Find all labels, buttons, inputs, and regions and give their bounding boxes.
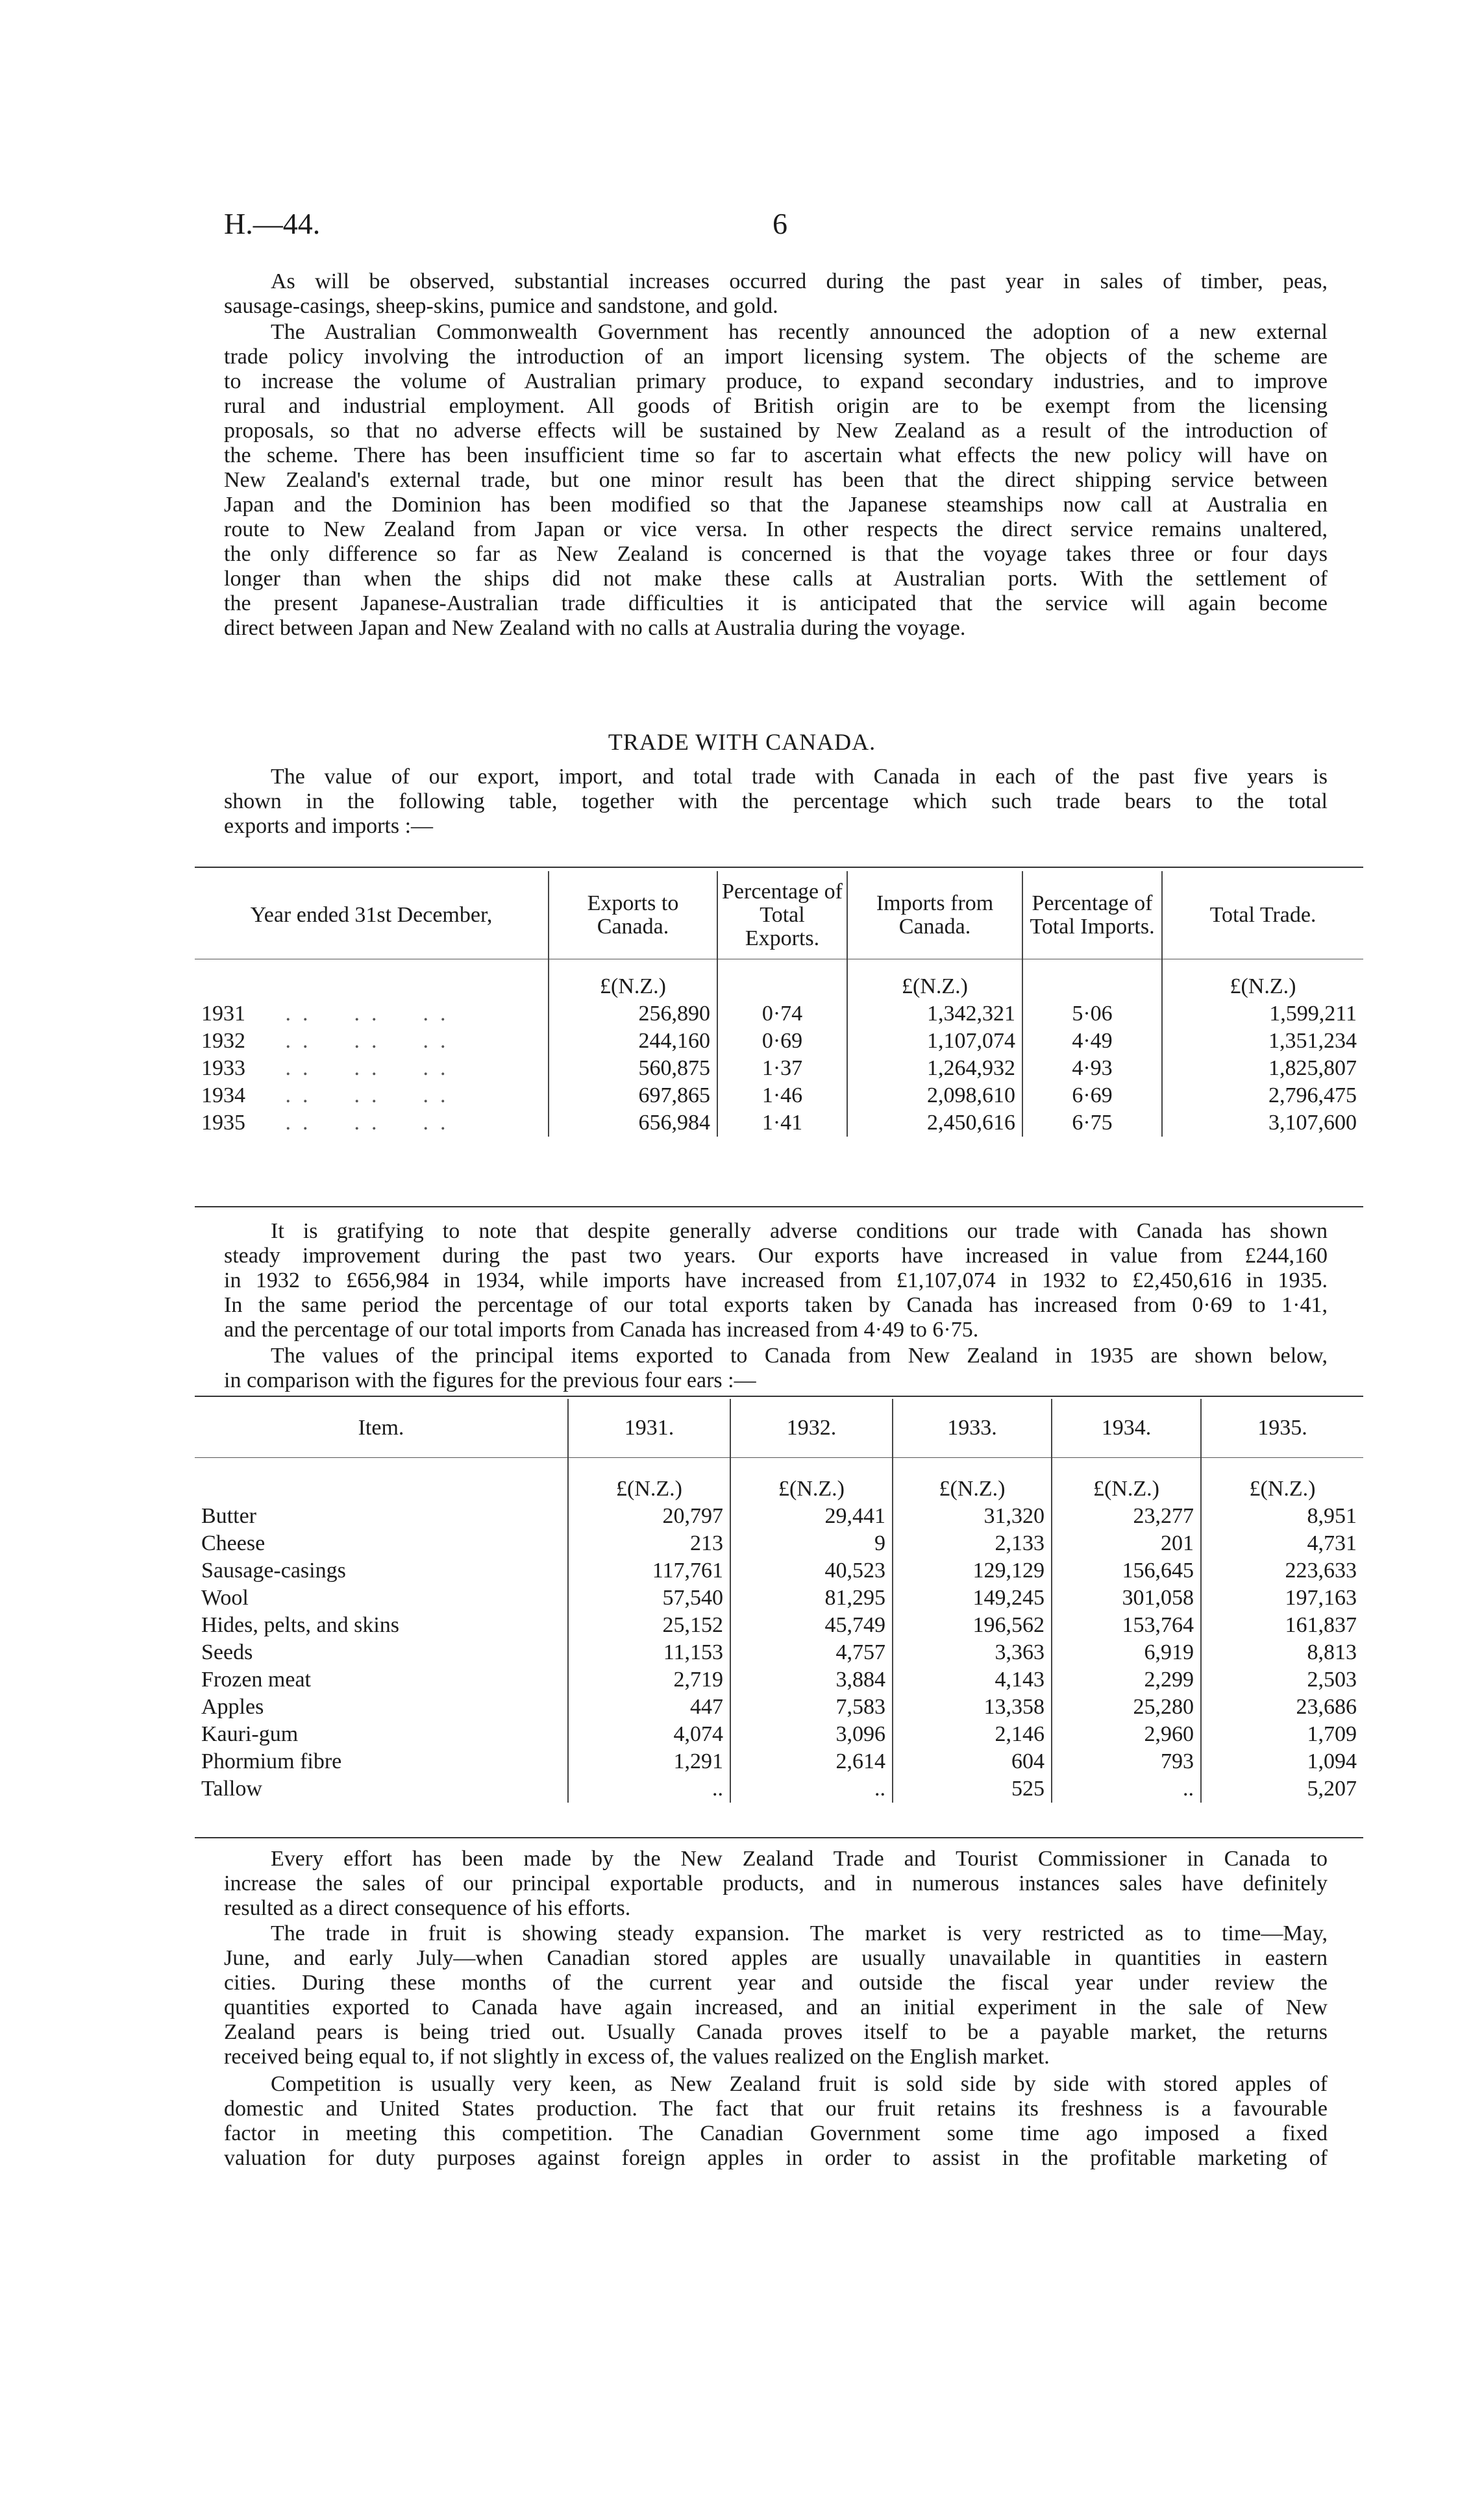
unit-label: £(N.Z.) — [730, 1457, 893, 1503]
cell-text: 1932 — [201, 1029, 245, 1053]
col-header-exports: Exports to Canada. — [549, 871, 717, 959]
text-line: Japan and the Dominion has been modified so that the Japanese steamships now call at Australia en — [224, 493, 1328, 517]
cell-pct-exports: 1·46 — [717, 1082, 847, 1109]
text-line: direct between Japan and New Zealand with no calls at Australia during the voyage. — [224, 616, 966, 640]
text-line: to increase the volume of Australian primary produce, to expand secondary industries, and to improve — [224, 369, 1328, 393]
row-item — [195, 1503, 568, 1530]
cell-text: Sausage-casings — [201, 1559, 346, 1583]
row-item — [195, 1694, 568, 1721]
cell-1934: 2,299 — [1052, 1666, 1201, 1694]
row-item — [195, 1612, 568, 1639]
paragraph-3 — [224, 1219, 1328, 1342]
text-line: Every effort has been made by the New Zealand Trade and Tourist Commissioner in Canada to — [271, 1847, 1328, 1871]
text-line: In the same period the percentage of our total exports taken by Canada has increased from 0·69 to 1·41, — [224, 1293, 1328, 1317]
table-row — [195, 1775, 1363, 1803]
cell-1935: 223,633 — [1285, 1559, 1357, 1583]
text-line: steady improvement during the past two years. Our exports have increased in value from £244,160 — [224, 1244, 1328, 1268]
col-header-item: Item. — [195, 1399, 568, 1457]
cell-1933: 13,358 — [893, 1694, 1052, 1721]
cell-1932: 9 — [730, 1530, 893, 1557]
unit-label: £(N.Z.) — [549, 959, 717, 1000]
cell-total: 2,796,475 — [1268, 1083, 1357, 1107]
table-row — [195, 1503, 1363, 1530]
cell-exports: 244,160 — [549, 1028, 717, 1055]
text-line: in comparison with the figures for the previous four ears :— — [224, 1368, 756, 1392]
text-line: longer than when the ships did not make these calls at Australian ports. With the settlement of — [224, 567, 1328, 591]
cell-1932: .. — [730, 1775, 893, 1803]
page-number: 6 — [773, 207, 787, 240]
row-year — [195, 1000, 549, 1028]
cell-text: 1931 — [201, 1002, 245, 1026]
cell-1932: 3,096 — [730, 1721, 893, 1748]
leader-dots: .. .. .. — [251, 1029, 458, 1053]
leader-dots: .. .. .. — [251, 1002, 458, 1026]
cell-pct-exports: 0·74 — [717, 1000, 847, 1028]
cell-1932: 40,523 — [730, 1557, 893, 1585]
cell-1931: 447 — [568, 1694, 730, 1721]
unit-label: £(N.Z.) — [1249, 1477, 1316, 1501]
cell-imports: 2,098,610 — [847, 1082, 1022, 1109]
paragraph-5 — [224, 1847, 1328, 1921]
cell-text: Butter — [201, 1504, 256, 1528]
table2-unit-row — [195, 1457, 1363, 1503]
cell-total: 1,351,234 — [1268, 1029, 1357, 1053]
cell-1932: 29,441 — [730, 1503, 893, 1530]
cell-1933: 2,146 — [893, 1721, 1052, 1748]
col-header-1934: 1934. — [1052, 1399, 1201, 1457]
cell-1931: 117,761 — [568, 1557, 730, 1585]
text-line: the scheme. There has been insufficient time so far to ascertain what effects the new policy will have on — [224, 443, 1328, 467]
unit-blank — [717, 959, 847, 1000]
cell-1935: 5,207 — [1307, 1777, 1357, 1801]
text-line: cities. During these months of the current year and outside the fiscal year under review the — [224, 1971, 1328, 1995]
table-row — [195, 1055, 1363, 1082]
cell-1931: 4,074 — [568, 1721, 730, 1748]
unit-label: £(N.Z.) — [847, 959, 1022, 1000]
text-line: and the percentage of our total imports from Canada has increased from 4·49 to 6·75. — [224, 1318, 979, 1342]
row-year — [195, 1082, 549, 1109]
row-item — [195, 1639, 568, 1666]
text-line: received being equal to, if not slightly in excess of, the values realized on the English market. — [224, 2045, 1050, 2069]
text-line: the present Japanese-Australian trade difficulties it is anticipated that the service will again become — [224, 591, 1328, 615]
cell-text: Kauri-gum — [201, 1722, 299, 1746]
cell-1935: 4,731 — [1307, 1531, 1357, 1555]
cell-1933: 196,562 — [893, 1612, 1052, 1639]
text-line: resulted as a direct consequence of his efforts. — [224, 1896, 631, 1920]
table-row — [195, 1109, 1363, 1137]
paragraph-6 — [224, 1921, 1328, 2069]
cell-1931: 1,291 — [568, 1748, 730, 1775]
table2-bottom-rule — [195, 1837, 1363, 1838]
leader-dots: .. .. .. — [251, 1056, 458, 1080]
cell-1934: 25,280 — [1052, 1694, 1201, 1721]
cell-1933: 149,245 — [893, 1585, 1052, 1612]
cell-exports: 256,890 — [549, 1000, 717, 1028]
cell-1931: 2,719 — [568, 1666, 730, 1694]
cell-text: Apples — [201, 1695, 264, 1719]
leader-dots: .. .. .. — [251, 1083, 458, 1107]
cell-pct-imports: 4·49 — [1022, 1028, 1162, 1055]
cell-1935: 161,837 — [1285, 1613, 1357, 1637]
cell-1931: 11,153 — [568, 1639, 730, 1666]
cell-1935: 197,163 — [1285, 1586, 1357, 1610]
text-line: in 1932 to £656,984 in 1934, while imports have increased from £1,107,074 in 1932 to £2,450,616 in 1935. — [224, 1268, 1328, 1292]
text-line: the only difference so far as New Zealand is concerned is that the voyage takes three or four days — [224, 542, 1328, 566]
unit-blank — [195, 1457, 568, 1503]
cell-imports: 1,107,074 — [847, 1028, 1022, 1055]
col-header-pct-imports: Percentage of Total Imports. — [1022, 871, 1162, 959]
text-line: Zealand pears is being tried out. Usually Canada proves itself to be a payable market, the returns — [224, 2020, 1328, 2044]
table-row — [195, 1721, 1363, 1748]
cell-text: Frozen meat — [201, 1668, 311, 1692]
col-header-1931: 1931. — [568, 1399, 730, 1457]
text-line: increase the sales of our principal exportable products, and in numerous instances sales have definitely — [224, 1871, 1328, 1895]
cell-pct-imports: 6·75 — [1022, 1109, 1162, 1137]
text-line: route to New Zealand from Japan or vice versa. In other respects the direct service remains unaltered, — [224, 517, 1328, 541]
canada-trade-table — [195, 871, 1363, 1137]
page-reference: H.—44. — [224, 207, 321, 240]
row-item — [195, 1530, 568, 1557]
paragraph-4 — [224, 1344, 1328, 1393]
cell-text: Hides, pelts, and skins — [201, 1613, 400, 1637]
cell-1933: 2,133 — [893, 1530, 1052, 1557]
cell-1935: 8,951 — [1307, 1504, 1357, 1528]
table2-top-rule — [195, 1396, 1363, 1397]
row-item — [195, 1721, 568, 1748]
cell-total: 3,107,600 — [1268, 1111, 1357, 1135]
table-row — [195, 1639, 1363, 1666]
cell-1935: 23,686 — [1296, 1695, 1357, 1719]
cell-pct-imports: 4·93 — [1022, 1055, 1162, 1082]
cell-total: 1,599,211 — [1269, 1002, 1357, 1026]
cell-1935: 2,503 — [1307, 1668, 1357, 1692]
cell-text: 1935 — [201, 1111, 245, 1135]
table-row — [195, 1612, 1363, 1639]
cell-exports: 697,865 — [549, 1082, 717, 1109]
cell-1933: 129,129 — [893, 1557, 1052, 1585]
row-item — [195, 1775, 568, 1803]
intro-paragraph — [224, 765, 1328, 839]
col-header-imports: Imports from Canada. — [847, 871, 1022, 959]
text-line: domestic and United States production. The fact that our fruit retains its freshness is a favourable — [224, 2097, 1328, 2121]
cell-1932: 2,614 — [730, 1748, 893, 1775]
cell-1934: 156,645 — [1052, 1557, 1201, 1585]
row-year — [195, 1055, 549, 1082]
table-row — [195, 1000, 1363, 1028]
text-line: The values of the principal items exported to Canada from New Zealand in 1935 are shown below, — [271, 1344, 1328, 1368]
table2-header-row — [195, 1399, 1363, 1457]
cell-1931: .. — [568, 1775, 730, 1803]
cell-1933: 604 — [893, 1748, 1052, 1775]
cell-1932: 4,757 — [730, 1639, 893, 1666]
cell-total: 1,825,807 — [1268, 1056, 1357, 1080]
cell-1933: 31,320 — [893, 1503, 1052, 1530]
cell-pct-exports: 1·37 — [717, 1055, 847, 1082]
table-row — [195, 1585, 1363, 1612]
cell-1935: 8,813 — [1307, 1640, 1357, 1664]
table1-unit-row — [195, 959, 1363, 1000]
cell-imports: 2,450,616 — [847, 1109, 1022, 1137]
row-item — [195, 1666, 568, 1694]
cell-1931: 20,797 — [568, 1503, 730, 1530]
row-item — [195, 1748, 568, 1775]
paragraph-2 — [224, 320, 1328, 641]
cell-pct-imports: 5·06 — [1022, 1000, 1162, 1028]
leader-dots: .. .. .. — [251, 1111, 458, 1135]
table-row — [195, 1557, 1363, 1585]
cell-text: Seeds — [201, 1640, 253, 1664]
col-header-total: Total Trade. — [1209, 902, 1317, 927]
paragraph-7 — [224, 2072, 1328, 2171]
unit-label: £(N.Z.) — [1052, 1457, 1201, 1503]
col-header-pct-exports: Percentage of Total Exports. — [717, 871, 847, 959]
text-line: rural and industrial employment. All goods of British origin are to be exempt from the licensing — [224, 394, 1328, 418]
cell-1931: 25,152 — [568, 1612, 730, 1639]
table1-header-row — [195, 871, 1363, 959]
cell-1931: 213 — [568, 1530, 730, 1557]
cell-1934: 2,960 — [1052, 1721, 1201, 1748]
cell-1935: 1,709 — [1307, 1722, 1357, 1746]
text-line: quantities exported to Canada have again increased, and an initial experiment in the sale of New — [224, 1995, 1328, 2019]
text-line: factor in meeting this competition. The Canadian Government some time ago imposed a fixed — [224, 2121, 1328, 2145]
cell-1931: 57,540 — [568, 1585, 730, 1612]
cell-text: 1933 — [201, 1056, 245, 1080]
cell-1935: 1,094 — [1307, 1749, 1357, 1773]
cell-text: Wool — [201, 1586, 249, 1610]
text-line: proposals, so that no adverse effects will be sustained by New Zealand as a result of the introduction of — [224, 419, 1328, 443]
table-row — [195, 1082, 1363, 1109]
text-line: The Australian Commonwealth Government has recently announced the adoption of a new external — [271, 320, 1328, 344]
col-header-1935: 1935. — [1257, 1416, 1307, 1440]
text-line: June, and early July—when Canadian stored apples are usually unavailable in quantities in eastern — [224, 1946, 1328, 1970]
text-line: exports and imports :— — [224, 814, 434, 838]
cell-pct-imports: 6·69 — [1022, 1082, 1162, 1109]
cell-1934: 301,058 — [1052, 1585, 1201, 1612]
text-line: As will be observed, substantial increases occurred during the past year in sales of timber, peas, — [271, 269, 1328, 293]
cell-1934: 153,764 — [1052, 1612, 1201, 1639]
unit-label: £(N.Z.) — [893, 1457, 1052, 1503]
unit-blank — [195, 959, 549, 1000]
row-item — [195, 1585, 568, 1612]
col-header-year: Year ended 31st December, — [195, 871, 549, 959]
unit-label: £(N.Z.) — [568, 1457, 730, 1503]
cell-text: 1934 — [201, 1083, 245, 1107]
cell-pct-exports: 0·69 — [717, 1028, 847, 1055]
cell-1932: 7,583 — [730, 1694, 893, 1721]
table-row — [195, 1028, 1363, 1055]
col-header-1932: 1932. — [730, 1399, 893, 1457]
cell-imports: 1,342,321 — [847, 1000, 1022, 1028]
text-line: shown in the following table, together with the percentage which such trade bears to the total — [224, 789, 1328, 813]
table-row — [195, 1748, 1363, 1775]
cell-1933: 3,363 — [893, 1639, 1052, 1666]
text-line: Competition is usually very keen, as New Zealand fruit is sold side by side with stored apples of — [271, 2072, 1328, 2096]
cell-1932: 81,295 — [730, 1585, 893, 1612]
table-row — [195, 1530, 1363, 1557]
cell-1934: 6,919 — [1052, 1639, 1201, 1666]
table-row — [195, 1666, 1363, 1694]
unit-label: £(N.Z.) — [1230, 974, 1296, 998]
cell-1934: .. — [1052, 1775, 1201, 1803]
cell-text: Cheese — [201, 1531, 266, 1555]
text-line: It is gratifying to note that despite generally adverse conditions our trade with Canada has shown — [271, 1219, 1328, 1243]
cell-1934: 793 — [1052, 1748, 1201, 1775]
paragraph-1 — [224, 269, 1328, 319]
table-row — [195, 1694, 1363, 1721]
cell-1934: 23,277 — [1052, 1503, 1201, 1530]
cell-pct-exports: 1·41 — [717, 1109, 847, 1137]
cell-exports: 656,984 — [549, 1109, 717, 1137]
cell-1932: 3,884 — [730, 1666, 893, 1694]
unit-blank — [1022, 959, 1162, 1000]
col-header-1933: 1933. — [893, 1399, 1052, 1457]
cell-imports: 1,264,932 — [847, 1055, 1022, 1082]
row-year — [195, 1109, 549, 1137]
cell-1933: 525 — [893, 1775, 1052, 1803]
table1-top-rule — [195, 867, 1363, 868]
text-line: trade policy involving the introduction of an import licensing system. The objects of the scheme are — [224, 345, 1328, 369]
cell-text: Tallow — [201, 1777, 262, 1801]
cell-1934: 201 — [1052, 1530, 1201, 1557]
cell-exports: 560,875 — [549, 1055, 717, 1082]
row-year — [195, 1028, 549, 1055]
text-line: sausage-casings, sheep-skins, pumice and sandstone, and gold. — [224, 294, 778, 318]
row-item — [195, 1557, 568, 1585]
text-line: The value of our export, import, and total trade with Canada in each of the past five years is — [271, 765, 1328, 789]
principal-items-table — [195, 1399, 1363, 1803]
text-line: The trade in fruit is showing steady expansion. The market is very restricted as to time—May, — [271, 1921, 1328, 1945]
cell-text: Phormium fibre — [201, 1749, 342, 1773]
section-title: TRADE WITH CANADA. — [608, 729, 876, 755]
table1-bottom-rule — [195, 1206, 1363, 1207]
text-line: valuation for duty purposes against foreign apples in order to assist in the profitable marketing of — [224, 2146, 1328, 2170]
cell-1933: 4,143 — [893, 1666, 1052, 1694]
text-line: New Zealand's external trade, but one minor result has been that the direct shipping service between — [224, 468, 1328, 492]
cell-1932: 45,749 — [730, 1612, 893, 1639]
